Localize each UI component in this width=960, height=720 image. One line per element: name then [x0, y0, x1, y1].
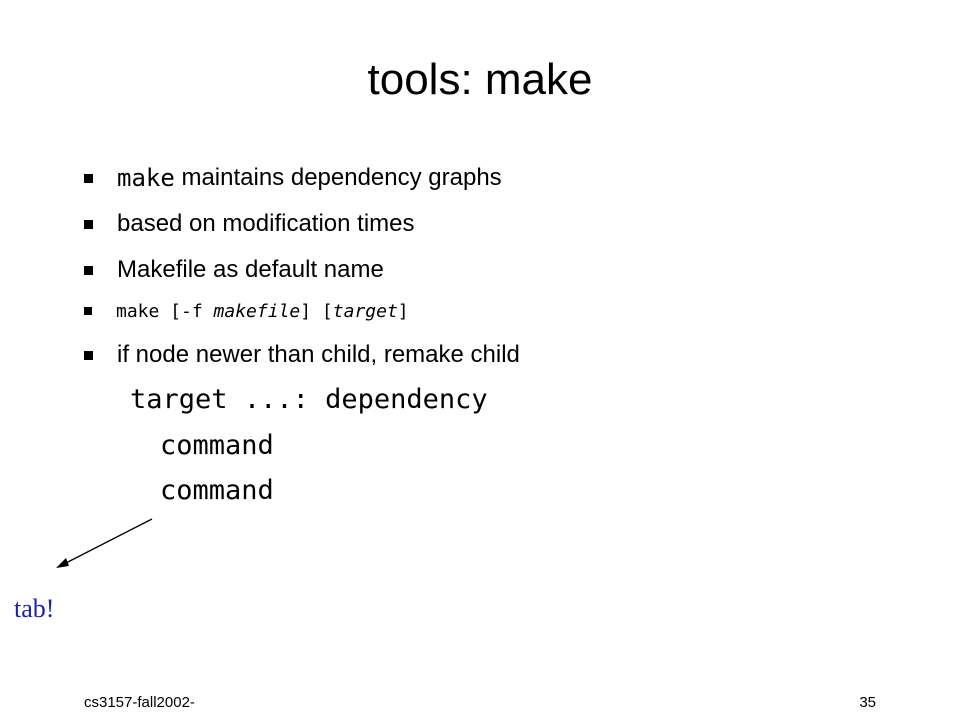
bullet-code: make	[117, 164, 175, 192]
footer-page-number: 35	[859, 694, 876, 711]
square-bullet-icon	[84, 174, 93, 183]
rule-dependency: dependency	[325, 384, 488, 415]
usage-target-arg: target	[332, 300, 398, 322]
slide-title: tools: make	[367, 55, 593, 104]
makefile-command-line: command	[160, 475, 274, 506]
bullet-item-usage	[84, 297, 409, 325]
bullet-text: based on modification times	[117, 210, 415, 237]
bullet-text: maintains dependency graphs	[174, 164, 502, 191]
square-bullet-icon	[84, 307, 92, 315]
tab-annotation-label: tab!	[14, 594, 55, 623]
square-bullet-icon	[84, 351, 93, 360]
usage-mid: ] [	[300, 300, 333, 322]
arrow-head-icon	[56, 558, 69, 568]
usage-makefile-arg: makefile	[213, 300, 301, 322]
square-bullet-icon	[84, 266, 93, 275]
footer-course: cs3157-fall2002-	[84, 694, 195, 711]
bullet-item	[84, 338, 520, 372]
usage-prefix: make [-f	[116, 300, 214, 322]
bullet-text: Makefile as default name	[117, 256, 384, 283]
bullet-item	[84, 207, 415, 241]
rule-target: target	[130, 384, 228, 415]
makefile-command-line: command	[160, 430, 274, 461]
bullet-item	[84, 161, 502, 195]
square-bullet-icon	[84, 220, 93, 229]
usage-suffix: ]	[397, 300, 409, 322]
bullet-text: if node newer than child, remake child	[117, 341, 520, 368]
makefile-rule-line	[130, 383, 488, 417]
rule-dots: ...:	[243, 384, 309, 415]
bullet-item	[84, 253, 384, 287]
arrow-line	[64, 519, 152, 564]
